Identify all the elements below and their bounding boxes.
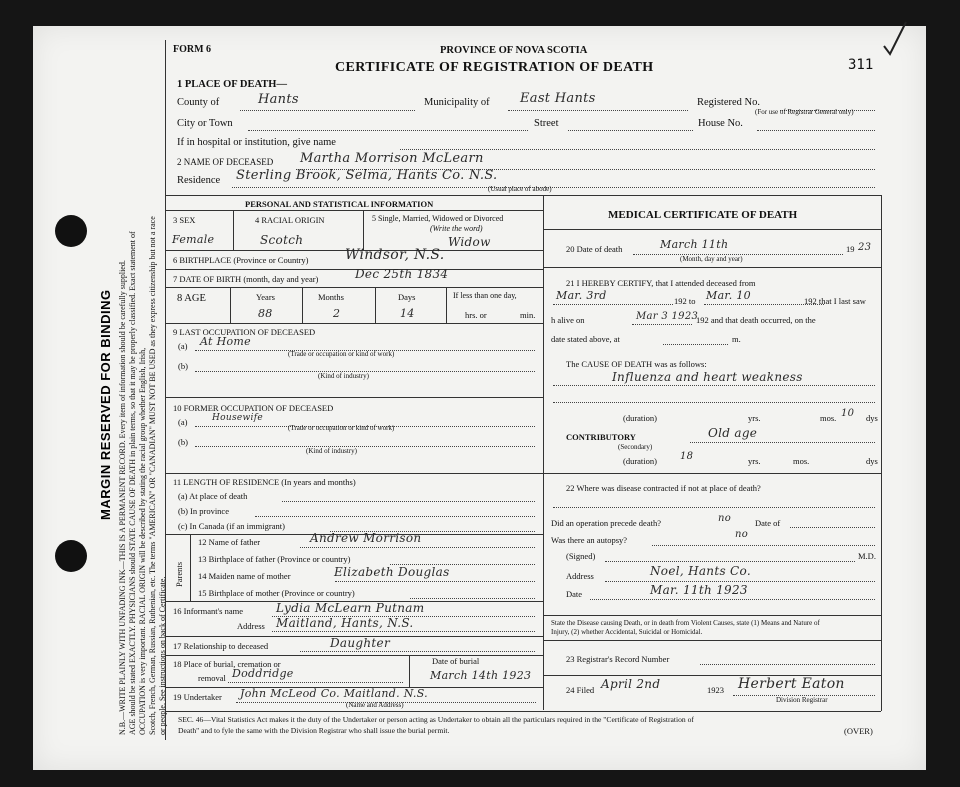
attended-from-value: Mar. 3rd	[556, 289, 607, 302]
grid-rule	[543, 615, 881, 616]
record-number-label: 23 Registrar's Record Number	[566, 654, 670, 664]
personal-info-heading: PERSONAL AND STATISTICAL INFORMATION	[245, 199, 434, 209]
months-label: Months	[318, 292, 344, 302]
informant-name-value: Lydia McLearn Putnam	[276, 601, 425, 615]
autopsy-question: Was there an autopsy?	[551, 535, 628, 545]
disease-contracted-line	[553, 507, 875, 508]
violent-causes-note-2: Injury, (2) whether Accidental, Suicidal or Homicidal.	[551, 628, 703, 636]
contributory-value: Old age	[708, 426, 758, 440]
grid-rule	[409, 655, 410, 687]
dob-value: Dec 25th 1834	[355, 267, 449, 281]
last-occupation-a: (a)	[178, 341, 188, 351]
hospital-label: If in hospital or institution, give name	[177, 137, 336, 148]
undertaker-note: (Name and Address)	[346, 701, 404, 709]
contributory-years-value: 18	[680, 451, 694, 462]
duration-label: (duration)	[623, 413, 657, 423]
less-than-day-label: If less than one day,	[453, 291, 517, 300]
footer-notice: SEC. 46—Vital Statistics Act makes it the duty of the Undertaker or person acting as Undertaker to obtain all the particulars required in the "Certificate of Registration of	[178, 715, 694, 724]
grid-rule	[165, 397, 543, 398]
date-of-death-century: 19	[846, 244, 855, 254]
signed-label: (Signed)	[566, 551, 596, 561]
burial-place-line	[228, 682, 403, 683]
grid-rule	[543, 640, 881, 641]
mother-name-label: 14 Maiden name of mother	[198, 571, 291, 581]
grid-rule	[230, 287, 231, 323]
grid-rule	[375, 287, 376, 323]
age-months-value: 2	[333, 307, 341, 320]
margin-instruction: or people. See instructions on back of Certificate.	[158, 576, 167, 735]
in-canada-label: (c) In Canada (if an immigrant)	[178, 521, 285, 531]
registered-number-label: Registered No.	[697, 97, 760, 108]
violent-causes-note: State the Disease causing Death, or in death from Violent Causes, state (1) Means and Nature of	[551, 619, 820, 627]
section-rule	[165, 195, 881, 196]
age-label: 8 AGE	[177, 293, 206, 304]
autopsy-value: no	[735, 529, 749, 540]
parents-side-label: Parents	[174, 561, 184, 587]
duration-days-value: 10	[841, 408, 855, 419]
house-label: House No.	[698, 118, 743, 129]
deceased-name-label: 2 NAME OF DECEASED	[177, 157, 274, 167]
death-occurred-text: 192 and that death occurred, on the	[696, 315, 816, 325]
father-name-line	[300, 547, 535, 548]
grid-rule	[233, 210, 234, 250]
disease-contracted-question: 22 Where was disease contracted if not at place of death?	[566, 483, 761, 493]
age-years-value: 88	[258, 307, 273, 320]
time-line	[663, 344, 728, 345]
filed-label: 24 Filed	[566, 685, 595, 695]
filed-value: April 2nd	[601, 677, 661, 691]
grid-rule	[543, 473, 881, 474]
informant-address-value: Maitland, Hants, N.S.	[276, 616, 414, 630]
operation-question: Did an operation precede death?	[551, 518, 661, 528]
cause-of-death-line	[553, 385, 875, 386]
municipality-label: Municipality of	[424, 97, 490, 108]
division-registrar-note: Division Registrar	[776, 696, 828, 704]
margin-instruction: OCCUPATION is very important. RACIAL ORIGIN will be described by stating the racial group whether English, Irish,	[138, 347, 147, 735]
alive-on-value: Mar 3 1923	[636, 311, 699, 322]
relationship-line	[300, 651, 535, 652]
attended-to-label: 192 to	[674, 296, 696, 306]
sex-value: Female	[172, 233, 215, 246]
mother-name-value: Elizabeth Douglas	[334, 565, 450, 579]
street-line	[568, 130, 693, 131]
birthplace-value: Windsor, N.S.	[345, 247, 445, 263]
residence-line	[232, 187, 875, 188]
date-of-death-value: March 11th	[660, 238, 729, 251]
father-name-value: Andrew Morrison	[310, 531, 422, 545]
informant-address-line	[272, 631, 535, 632]
signature-date-value: Mar. 11th 1923	[650, 583, 748, 597]
registrar-signature: Herbert Eaton	[738, 676, 845, 692]
cause-of-death-label: The CAUSE OF DEATH was as follows:	[566, 359, 707, 369]
county-label: County of	[177, 97, 220, 108]
column-divider	[543, 195, 544, 710]
residence-value: Sterling Brook, Selma, Hants Co. N.S.	[236, 168, 498, 183]
date-of-death-year: 23	[858, 242, 872, 253]
residence-label: Residence	[177, 175, 221, 186]
signature-line	[605, 561, 855, 562]
former-occupation-value: Housewife	[212, 413, 263, 423]
age-days-value: 14	[400, 307, 415, 320]
trade-note: (Trade or occupation or kind of work)	[288, 350, 395, 358]
burial-date-label: Date of burial	[432, 656, 480, 666]
operation-date-label: Date of	[755, 518, 781, 528]
grid-rule	[190, 534, 191, 601]
cause-of-death-line-2	[553, 402, 875, 403]
in-province-line	[255, 516, 535, 517]
binding-hole	[55, 215, 87, 247]
sex-label: 3 SEX	[173, 215, 196, 225]
grid-rule	[363, 210, 364, 250]
undertaker-label: 19 Undertaker	[173, 692, 222, 702]
margin-instruction: N.B.—WRITE PLAINLY WITH UNFADING INK—THIS IS A PERMANENT RECORD. Every item of information should be carefully supplied.	[118, 260, 127, 735]
minutes-label: min.	[520, 310, 536, 320]
trade-note: (Trade or occupation or kind of work)	[288, 424, 395, 432]
operation-date-line	[790, 527, 875, 528]
mother-name-line	[335, 581, 535, 582]
binding-hole	[55, 540, 87, 572]
binding-margin-title: MARGIN RESERVED FOR BINDING	[98, 289, 113, 520]
grid-rule	[165, 269, 543, 270]
city-line	[248, 130, 528, 131]
burial-removal-label: removal	[198, 673, 226, 683]
street-label: Street	[534, 118, 559, 129]
form-number: FORM 6	[173, 44, 212, 55]
alive-on-line	[632, 324, 692, 325]
former-occupation-a: (a)	[178, 417, 188, 427]
hours-label: hrs. or	[465, 310, 487, 320]
grid-rule	[165, 473, 543, 474]
last-saw-text: 192 that I last saw	[804, 296, 866, 306]
father-birthplace-label: 13 Birthplace of father (Province or country)	[198, 554, 351, 564]
filed-year: 1923	[707, 685, 724, 695]
time-m-label: m.	[732, 334, 741, 344]
contributory-label: CONTRIBUTORY	[566, 432, 636, 442]
certify-text: 21 I HEREBY CERTIFY, that I attended deceased from	[566, 278, 756, 288]
at-place-line	[282, 501, 535, 502]
relationship-label: 17 Relationship to deceased	[173, 641, 269, 651]
residence-note: (Usual place of abode)	[488, 185, 552, 193]
over-label: (OVER)	[844, 726, 873, 736]
father-name-label: 12 Name of father	[198, 537, 261, 547]
informant-address-label: Address	[237, 621, 265, 631]
date-of-death-label: 20 Date of death	[566, 244, 623, 254]
burial-place-label: 18 Place of burial, cremation or	[173, 659, 281, 669]
house-line	[757, 130, 875, 131]
former-industry-line	[195, 446, 535, 447]
municipality-value: East Hants	[520, 91, 596, 106]
residence-length-label: 11 LENGTH OF RESIDENCE (In years and months)	[173, 477, 356, 487]
marital-value: Widow	[448, 235, 491, 249]
grid-rule	[543, 229, 881, 230]
city-label: City or Town	[177, 118, 233, 129]
certificate-number: 311	[848, 57, 874, 73]
md-label: M.D.	[858, 551, 876, 561]
margin-instruction: AGE should be stated EXACTLY. PHYSICIANS should STATE CAUSE OF DEATH in plain terms, so that it may be properly classified. Exact statement of	[128, 231, 137, 735]
in-province-label: (b) In province	[178, 506, 229, 516]
industry-note: (Kind of industry)	[306, 447, 357, 455]
grid-rule	[543, 267, 881, 268]
signature-date-line	[590, 599, 875, 600]
duration-mos-label: mos.	[793, 456, 810, 466]
last-occupation-b: (b)	[178, 361, 188, 371]
autopsy-line	[652, 545, 875, 546]
contributory-line	[690, 442, 875, 443]
last-occupation-value: At Home	[200, 335, 251, 348]
grid-rule	[165, 287, 543, 288]
footer-notice-2: Death" and to fyle the same with the Division Registrar who shall issue the burial permit.	[178, 726, 450, 735]
attended-to-value: Mar. 10	[706, 289, 751, 302]
grid-rule	[302, 287, 303, 323]
marital-note: (Write the word)	[430, 224, 483, 233]
place-of-death-heading: 1 PLACE OF DEATH—	[177, 79, 287, 90]
date-stated-text: date stated above, at	[551, 334, 620, 344]
last-occupation-label: 9 LAST OCCUPATION OF DECEASED	[173, 327, 316, 337]
years-label: Years	[256, 292, 275, 302]
marital-label: 5 Single, Married, Widowed or Divorced	[372, 214, 504, 223]
form-left-border	[165, 40, 166, 740]
page-title: CERTIFICATE OF REGISTRATION OF DEATH	[335, 60, 654, 75]
burial-date-value: March 14th 1923	[430, 669, 532, 682]
medical-certificate-heading: MEDICAL CERTIFICATE OF DEATH	[608, 209, 798, 221]
former-occupation-b: (b)	[178, 437, 188, 447]
grid-rule	[165, 655, 543, 656]
duration-dys-label: dys	[866, 413, 878, 423]
attended-from-line	[553, 304, 673, 305]
deceased-name-value: Martha Morrison McLearn	[300, 151, 484, 166]
footer-rule	[165, 711, 881, 712]
birthplace-label: 6 BIRTHPLACE (Province or Country)	[173, 255, 309, 265]
record-number-line	[700, 664, 875, 665]
grid-rule	[165, 323, 543, 324]
physician-address-value: Noel, Hants Co.	[650, 564, 751, 578]
secondary-note: (Secondary)	[618, 443, 653, 451]
form-right-border	[881, 195, 882, 711]
check-mark-icon	[880, 20, 910, 60]
signature-date-label: Date	[566, 589, 583, 599]
industry-note: (Kind of industry)	[318, 372, 369, 380]
duration-yrs-label: yrs.	[748, 413, 761, 423]
duration-label: (duration)	[623, 456, 657, 466]
duration-yrs-label: yrs.	[748, 456, 761, 466]
informant-name-label: 16 Informant's name	[173, 606, 243, 616]
hospital-line	[400, 149, 875, 150]
racial-origin-value: Scotch	[260, 233, 304, 247]
duration-dys-label: dys	[866, 456, 878, 466]
at-place-label: (a) At place of death	[178, 491, 248, 501]
cause-of-death-value: Influenza and heart weakness	[612, 370, 803, 384]
dob-label: 7 DATE OF BIRTH (month, day and year)	[173, 274, 319, 284]
margin-instruction: Scotch, French, German, Russian, Ruthenian, etc. The terms "AMERICAN" OR "CANADIAN" MUST NOT BE USED as they express citizenship but not a race	[148, 216, 157, 735]
mother-birthplace-line	[410, 598, 535, 599]
duration-mos-label: mos.	[820, 413, 837, 423]
registered-note: (For use of Registrar General only)	[755, 108, 854, 116]
undertaker-value: John McLeod Co. Maitland. N.S.	[240, 687, 428, 700]
operation-value: no	[718, 513, 732, 524]
alive-on-label: h alive on	[551, 315, 585, 325]
date-of-death-note: (Month, day and year)	[680, 255, 743, 263]
county-value: Hants	[258, 92, 299, 107]
province-heading: PROVINCE OF NOVA SCOTIA	[440, 45, 588, 56]
physician-address-line	[605, 581, 875, 582]
county-line	[240, 110, 415, 111]
relationship-value: Daughter	[330, 636, 390, 650]
racial-origin-label: 4 RACIAL ORIGIN	[255, 215, 325, 225]
municipality-line	[508, 110, 688, 111]
days-label: Days	[398, 292, 416, 302]
physician-address-label: Address	[566, 571, 594, 581]
former-occupation-label: 10 FORMER OCCUPATION OF DECEASED	[173, 403, 334, 413]
mother-birthplace-label: 15 Birthplace of mother (Province or country)	[198, 588, 355, 598]
grid-rule	[165, 210, 543, 211]
burial-place-value: Doddridge	[232, 667, 294, 680]
grid-rule	[446, 287, 447, 323]
